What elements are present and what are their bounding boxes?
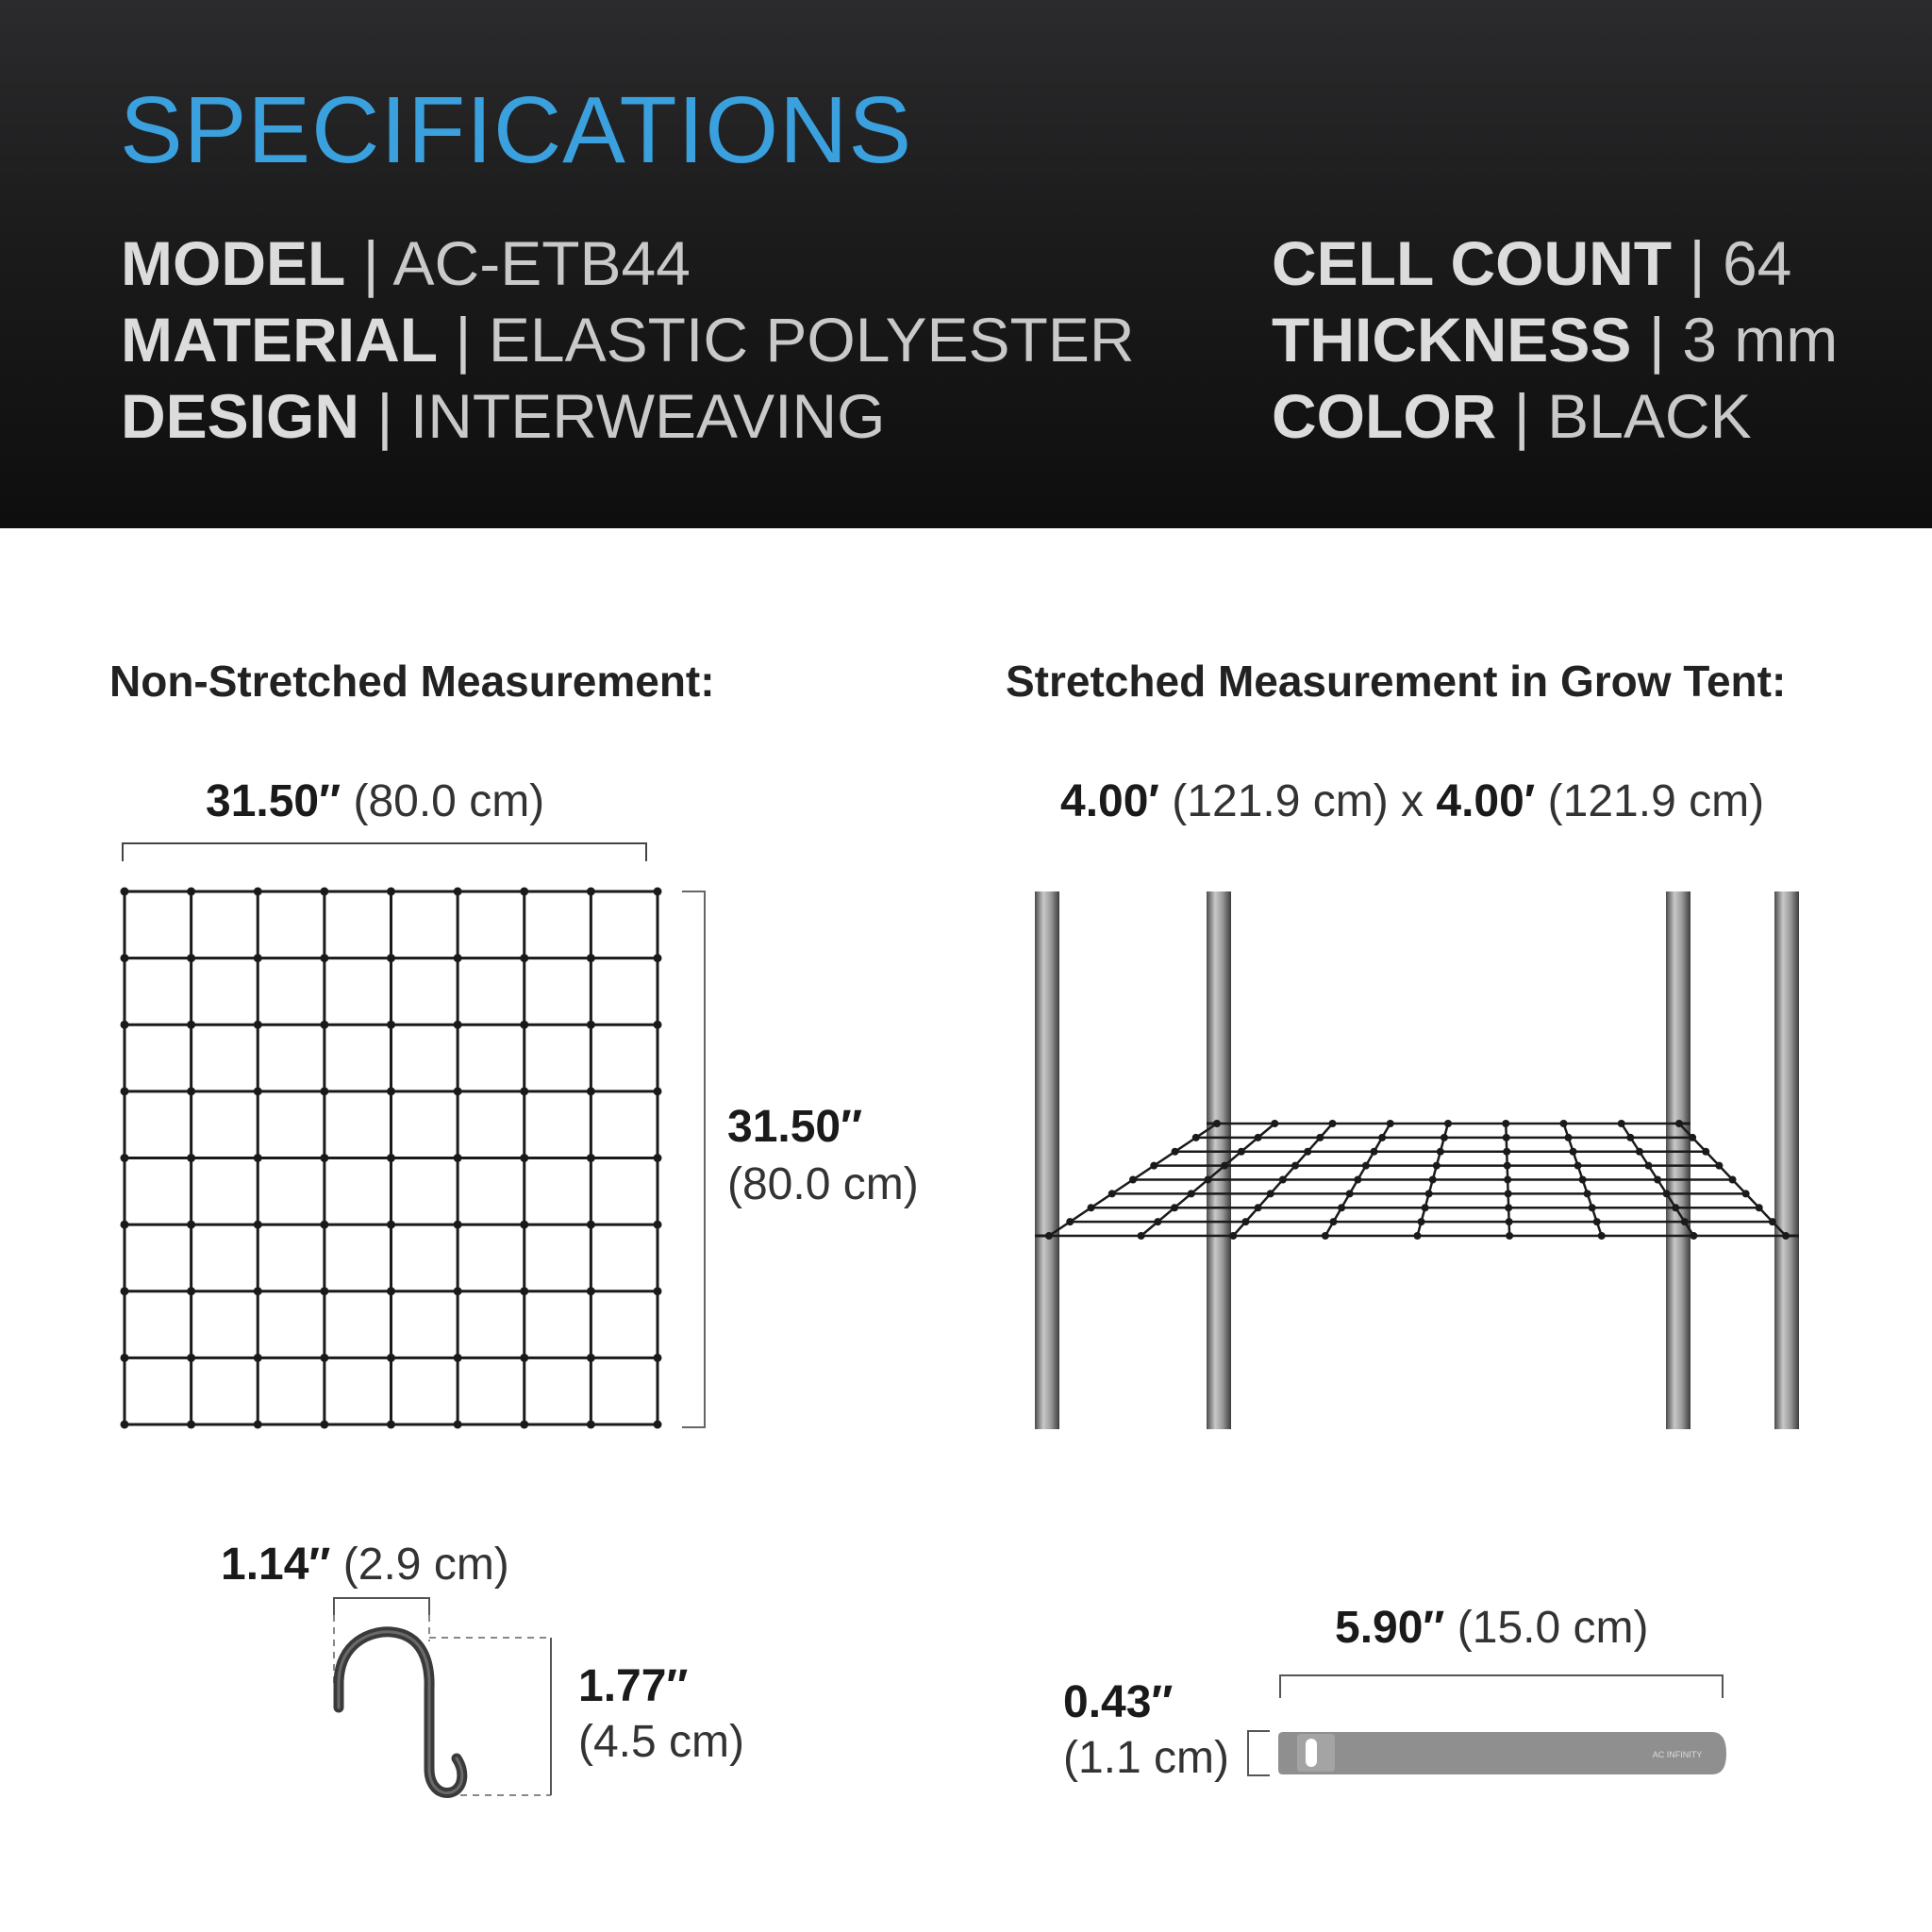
net-knot — [1504, 1176, 1511, 1184]
s-hook-icon — [339, 1632, 462, 1793]
net-knot — [1689, 1134, 1696, 1141]
net-knot — [1271, 1120, 1278, 1127]
net-knot — [1241, 1218, 1249, 1225]
net-knot — [1574, 1162, 1582, 1170]
net-knot — [121, 1421, 129, 1429]
net-knot — [187, 1087, 195, 1095]
net-knot — [320, 1287, 328, 1295]
dim-imperial: 4.00′ — [1436, 776, 1536, 826]
net-knot — [1322, 1232, 1329, 1240]
net-knot — [587, 1221, 595, 1229]
net-knot — [587, 1354, 595, 1362]
dim-metric: (15.0 cm) — [1457, 1603, 1649, 1653]
net-knot — [1769, 1218, 1776, 1225]
net-knot — [387, 1221, 395, 1229]
net-knot — [1425, 1190, 1433, 1197]
net-knot — [1329, 1120, 1337, 1127]
net-knot — [1238, 1148, 1245, 1156]
net-knot — [587, 1287, 595, 1295]
net-knot — [1672, 1204, 1679, 1211]
net-knot — [254, 888, 262, 896]
tent-pole — [1666, 891, 1690, 1429]
net-knot — [187, 1154, 195, 1162]
net-knot — [1690, 1232, 1697, 1240]
net-knot — [121, 954, 129, 962]
net-knot — [187, 1021, 195, 1029]
trellis-net-stretched — [1035, 1120, 1799, 1240]
strap-width-metric: (1.1 cm) — [1063, 1733, 1230, 1783]
net-knot — [1715, 1162, 1723, 1170]
net-knot — [1503, 1148, 1510, 1156]
net-knot — [1229, 1232, 1237, 1240]
net-knot — [1255, 1134, 1262, 1141]
spec-separator: | — [455, 305, 472, 375]
net-knot — [587, 1421, 595, 1429]
net-knot — [520, 1221, 528, 1229]
strap-width-bracket — [1248, 1731, 1270, 1775]
net-knot — [387, 954, 395, 962]
dim-imperial: 1.14″ — [221, 1540, 331, 1590]
net-knot — [187, 954, 195, 962]
dim-imperial: 31.50″ — [206, 776, 341, 826]
net-knot — [1626, 1134, 1634, 1141]
net-knot — [454, 888, 462, 896]
net-knot — [187, 1354, 195, 1362]
net-knot — [1422, 1204, 1429, 1211]
net-knot — [187, 1421, 195, 1429]
spec-value: INTERWEAVING — [409, 381, 886, 451]
net-knot — [254, 1421, 262, 1429]
dim-metric: (121.9 cm) — [1547, 776, 1765, 826]
net-knot — [1742, 1190, 1750, 1197]
net-knot — [1654, 1176, 1661, 1184]
net-knot — [121, 1021, 129, 1029]
net-knot — [254, 1354, 262, 1362]
net-knot — [1570, 1148, 1577, 1156]
net-knot — [387, 1421, 395, 1429]
net-knot — [654, 888, 662, 896]
dim-metric: (2.9 cm) — [342, 1540, 509, 1590]
net-knot — [520, 1354, 528, 1362]
net-knot — [1444, 1120, 1452, 1127]
net-knot — [454, 1087, 462, 1095]
net-knot — [254, 1087, 262, 1095]
net-knot — [1663, 1190, 1671, 1197]
net-knot — [654, 1354, 662, 1362]
net-knot — [1371, 1148, 1378, 1156]
net-knot — [387, 1021, 395, 1029]
net-knot — [387, 1087, 395, 1095]
net-knot — [520, 888, 528, 896]
net-knot — [121, 1287, 129, 1295]
strap-length-bracket — [1280, 1675, 1723, 1698]
net-knot — [587, 888, 595, 896]
net-height-bracket — [682, 891, 705, 1427]
trellis-net-flat — [121, 888, 662, 1429]
spec-key: MATERIAL — [121, 305, 439, 375]
net-knot — [1279, 1176, 1287, 1184]
stretched-title: Stretched Measurement in Grow Tent: — [1006, 657, 1787, 706]
net-knot — [1593, 1218, 1601, 1225]
net-knot — [654, 1154, 662, 1162]
net-knot — [654, 954, 662, 962]
net-knot — [1636, 1148, 1643, 1156]
net-knot — [121, 1354, 129, 1362]
net-knot — [587, 1154, 595, 1162]
net-knot — [254, 954, 262, 962]
spec-separator: | — [376, 381, 393, 451]
net-knot — [520, 1287, 528, 1295]
net-knot — [1171, 1204, 1178, 1211]
net-knot — [454, 1354, 462, 1362]
net-knot — [320, 888, 328, 896]
net-knot — [1729, 1176, 1737, 1184]
net-knot — [320, 1154, 328, 1162]
net-knot — [254, 1021, 262, 1029]
net-knot — [454, 1154, 462, 1162]
tent-pole — [1035, 891, 1059, 1429]
net-knot — [1129, 1176, 1137, 1184]
net-knot — [121, 1154, 129, 1162]
tent-poles — [1035, 891, 1799, 1429]
net-knot — [1354, 1176, 1361, 1184]
net-knot — [1503, 1134, 1510, 1141]
net-knot — [1618, 1120, 1625, 1127]
net-knot — [1429, 1176, 1437, 1184]
net-knot — [254, 1154, 262, 1162]
net-knot — [454, 1421, 462, 1429]
strap-slot — [1306, 1739, 1317, 1767]
net-knot — [387, 1154, 395, 1162]
net-knot — [1172, 1148, 1179, 1156]
net-knot — [520, 1087, 528, 1095]
net-knot — [1304, 1148, 1311, 1156]
net-knot — [1204, 1176, 1211, 1184]
net-width-bracket — [123, 843, 646, 861]
net-knot — [1504, 1162, 1511, 1170]
net-knot — [121, 888, 129, 896]
spec-key: COLOR — [1272, 381, 1497, 451]
spec-key: MODEL — [121, 228, 346, 298]
net-knot — [1362, 1162, 1370, 1170]
net-knot — [1589, 1204, 1596, 1211]
net-knot — [1414, 1232, 1422, 1240]
dim-imperial: 31.50″ — [727, 1102, 863, 1152]
net-knot — [1441, 1134, 1448, 1141]
net-height-metric: (80.0 cm) — [727, 1159, 919, 1209]
net-knot — [1066, 1218, 1074, 1225]
hook-height-metric: (4.5 cm) — [578, 1717, 745, 1767]
net-knot — [121, 1087, 129, 1095]
net-knot — [1291, 1162, 1299, 1170]
net-knot — [587, 954, 595, 962]
net-knot — [1756, 1204, 1763, 1211]
net-knot — [1560, 1120, 1568, 1127]
net-knot — [1565, 1134, 1573, 1141]
spec-separator: | — [1648, 305, 1665, 375]
net-knot — [1502, 1120, 1509, 1127]
dim-metric: (121.9 cm) — [1172, 776, 1389, 826]
net-knot — [520, 954, 528, 962]
net-knot — [1418, 1218, 1425, 1225]
net-knot — [1644, 1162, 1652, 1170]
net-knot — [187, 888, 195, 896]
dim-imperial: 4.00′ — [1060, 776, 1159, 826]
net-knot — [1338, 1204, 1345, 1211]
net-knot — [387, 1354, 395, 1362]
net-knot — [1505, 1190, 1512, 1197]
net-knot — [1188, 1190, 1195, 1197]
spec-key: CELL COUNT — [1272, 228, 1673, 298]
net-knot — [121, 1221, 129, 1229]
net-knot — [320, 1087, 328, 1095]
net-knot — [187, 1221, 195, 1229]
net-knot — [1506, 1232, 1513, 1240]
net-knot — [1506, 1218, 1513, 1225]
net-knot — [1255, 1204, 1262, 1211]
net-knot — [1681, 1218, 1689, 1225]
spec-value: BLACK — [1547, 381, 1752, 451]
net-knot — [454, 954, 462, 962]
spec-value: 64 — [1722, 228, 1792, 298]
net-knot — [454, 1287, 462, 1295]
net-knot — [520, 1421, 528, 1429]
net-knot — [1433, 1162, 1441, 1170]
net-knot — [1088, 1204, 1095, 1211]
net-knot — [1221, 1162, 1228, 1170]
net-knot — [1505, 1204, 1512, 1211]
net-knot — [187, 1287, 195, 1295]
net-knot — [320, 1354, 328, 1362]
net-knot — [587, 1021, 595, 1029]
spec-value: ELASTIC POLYESTER — [488, 305, 1135, 375]
net-knot — [1579, 1176, 1587, 1184]
net-knot — [454, 1221, 462, 1229]
net-knot — [320, 1221, 328, 1229]
net-knot — [1387, 1120, 1394, 1127]
net-knot — [1346, 1190, 1354, 1197]
net-knot — [1316, 1134, 1324, 1141]
dim-imperial: 1.77″ — [578, 1661, 689, 1711]
net-knot — [1267, 1190, 1274, 1197]
net-knot — [1150, 1162, 1158, 1170]
net-knot — [254, 1221, 262, 1229]
net-knot — [1702, 1148, 1709, 1156]
dim-imperial: 5.90″ — [1335, 1603, 1445, 1653]
dim-imperial: 0.43″ — [1063, 1677, 1174, 1727]
hook-width-bracket — [334, 1598, 429, 1615]
net-knot — [1138, 1232, 1145, 1240]
spec-separator: | — [1689, 228, 1706, 298]
net-knot — [654, 1087, 662, 1095]
net-knot — [387, 1287, 395, 1295]
dim-times: x — [1401, 776, 1424, 826]
net-knot — [320, 954, 328, 962]
spec-separator: | — [1513, 381, 1530, 451]
net-knot — [1192, 1134, 1200, 1141]
net-knot — [320, 1021, 328, 1029]
page-title: SPECIFICATIONS — [120, 77, 913, 183]
net-knot — [654, 1021, 662, 1029]
net-knot — [520, 1154, 528, 1162]
spec-separator: | — [362, 228, 379, 298]
net-knot — [387, 888, 395, 896]
tent-pole — [1207, 891, 1231, 1429]
strap-brand-logo: AC INFINITY — [1652, 1750, 1703, 1759]
spec-key: THICKNESS — [1272, 305, 1632, 375]
s-hook-highlight — [339, 1632, 462, 1793]
dim-metric: (80.0 cm) — [353, 776, 545, 826]
non-stretched-title: Non-Stretched Measurement: — [109, 657, 715, 706]
net-knot — [1154, 1218, 1161, 1225]
net-knot — [520, 1021, 528, 1029]
net-knot — [654, 1421, 662, 1429]
net-knot — [454, 1021, 462, 1029]
spec-value: AC-ETB44 — [392, 228, 691, 298]
tent-pole — [1774, 891, 1799, 1429]
net-knot — [654, 1221, 662, 1229]
net-knot — [1437, 1148, 1444, 1156]
net-knot — [254, 1287, 262, 1295]
net-knot — [320, 1421, 328, 1429]
net-knot — [1598, 1232, 1606, 1240]
net-knot — [1108, 1190, 1116, 1197]
spec-key: DESIGN — [121, 381, 360, 451]
net-knot — [1584, 1190, 1591, 1197]
spec-value: 3 mm — [1682, 305, 1839, 375]
net-knot — [654, 1287, 662, 1295]
net-knot — [587, 1087, 595, 1095]
net-knot — [1378, 1134, 1386, 1141]
net-knot — [1329, 1218, 1337, 1225]
